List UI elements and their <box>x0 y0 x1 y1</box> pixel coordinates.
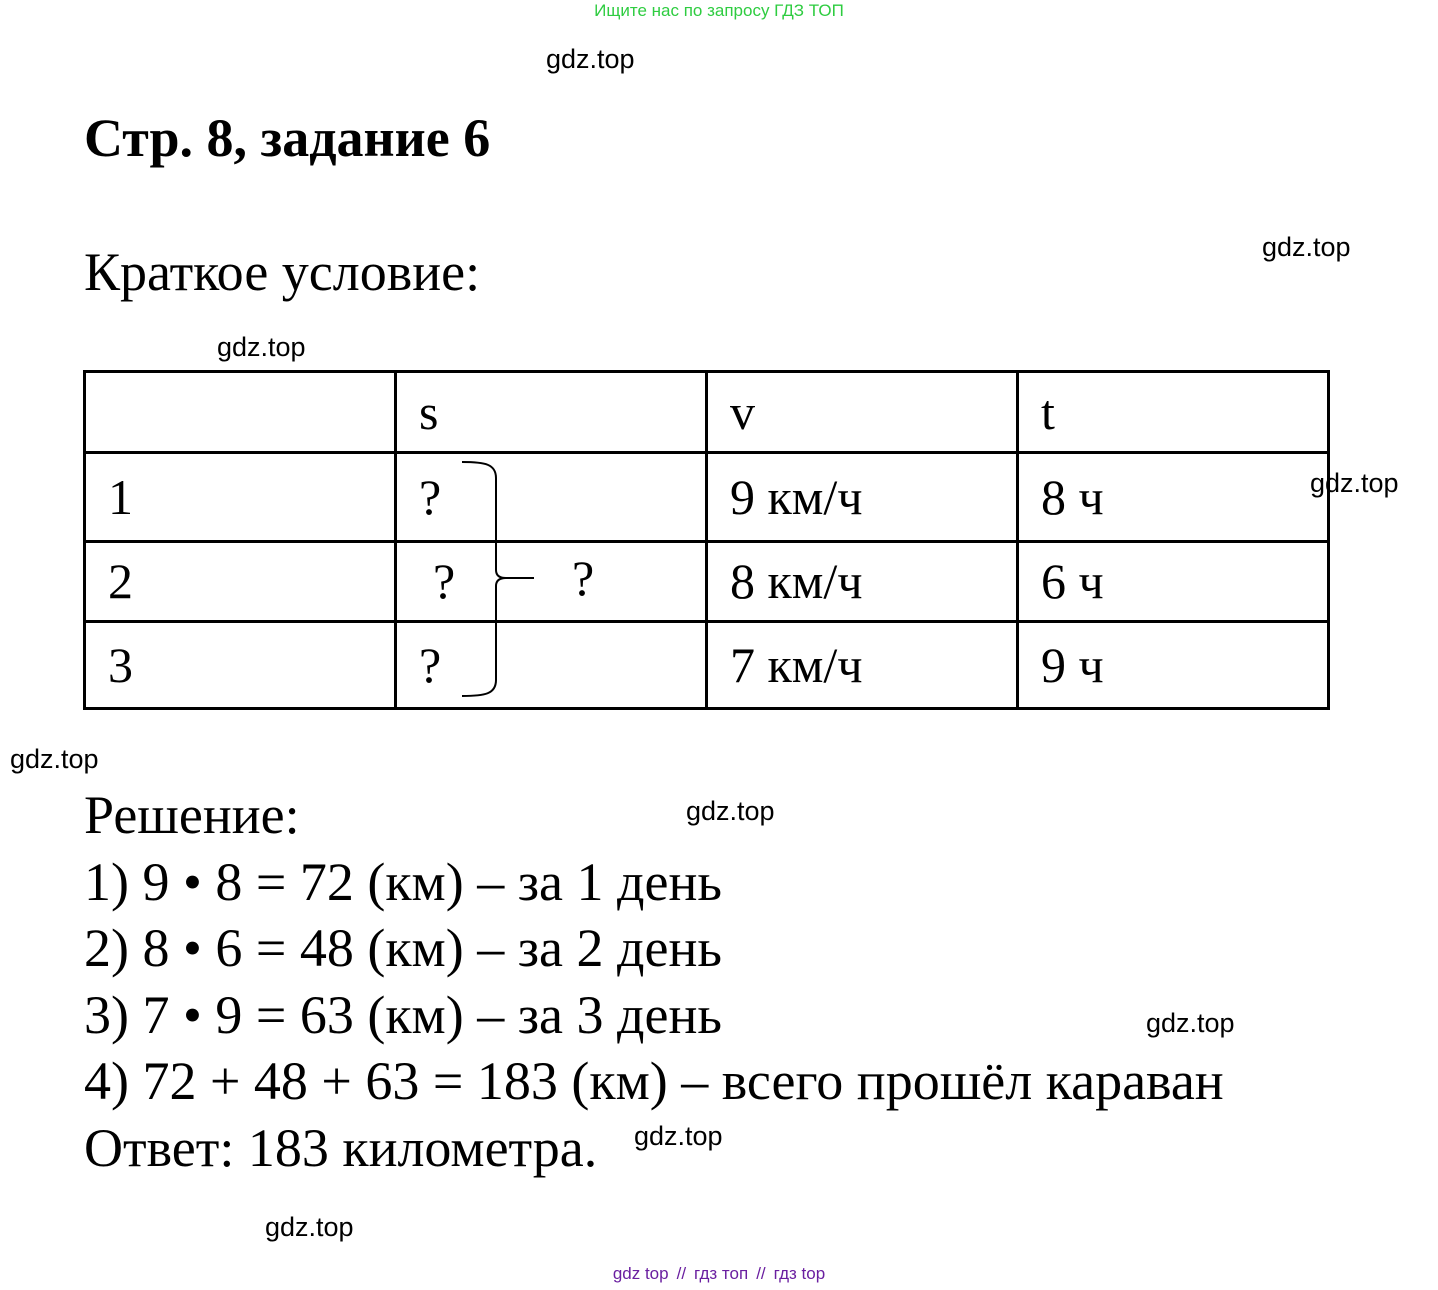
condition-table <box>83 370 1330 710</box>
table-header-row <box>85 372 1329 453</box>
table-row <box>85 452 1329 541</box>
footer-link[interactable]: gdz top <box>612 1264 669 1283</box>
watermark: gdz.top <box>1262 232 1351 262</box>
solution-step: 3) 7 • 9 = 63 (км) – за 3 день <box>84 984 722 1045</box>
solution-step: 2) 8 • 6 = 48 (км) – за 2 день <box>84 918 722 978</box>
solution-block <box>84 782 1224 1181</box>
page-title: Стр. 8, задание 6 <box>84 108 491 168</box>
watermark: gdz.top <box>1146 1008 1235 1038</box>
distance-cell: ? <box>396 541 707 622</box>
watermark: gdz.top <box>265 1212 354 1242</box>
watermark: gdz.top <box>634 1121 723 1151</box>
table-header-cell: v <box>707 372 1018 453</box>
footer-links <box>0 1263 1438 1285</box>
speed-cell: 8 км/ч <box>707 541 1018 622</box>
watermark: gdz.top <box>686 796 775 826</box>
table-row <box>85 541 1329 622</box>
total-distance-unknown: ? <box>572 550 595 606</box>
footer-separator: // <box>756 1264 766 1283</box>
speed-cell: 9 км/ч <box>707 452 1018 541</box>
time-cell: 6 ч <box>1018 541 1329 622</box>
distance-cell: ? <box>396 452 707 541</box>
row-label: 1 <box>85 452 396 541</box>
top-banner: Ищите нас по запросу ГДЗ ТОП <box>594 1 844 20</box>
footer-link[interactable]: гдз top <box>773 1264 826 1283</box>
solution-step: 4) 72 + 48 + 63 = 183 (км) – всего прошёл караван <box>84 1051 1224 1111</box>
footer-link[interactable]: гдз топ <box>694 1264 749 1283</box>
watermark: gdz.top <box>10 744 99 774</box>
answer-line: Ответ: 183 километра. <box>84 1117 598 1178</box>
table-row <box>85 622 1329 709</box>
table-header-cell <box>85 372 396 453</box>
condition-heading: Краткое условие: <box>84 242 481 302</box>
distance-cell: ? <box>396 622 707 709</box>
time-cell: 8 ч <box>1018 452 1329 541</box>
watermark: gdz.top <box>546 44 635 74</box>
row-label: 2 <box>85 541 396 622</box>
table-header-cell: t <box>1018 372 1329 453</box>
watermark: gdz.top <box>1310 468 1399 498</box>
watermark: gdz.top <box>217 332 306 362</box>
speed-cell: 7 км/ч <box>707 622 1018 709</box>
time-cell: 9 ч <box>1018 622 1329 709</box>
solution-heading: Решение: <box>84 785 300 845</box>
solution-step: 1) 9 • 8 = 72 (км) – за 1 день <box>84 851 722 912</box>
curly-brace-icon <box>460 460 540 700</box>
footer-separator: // <box>676 1264 687 1283</box>
table-header-cell: s <box>396 372 707 453</box>
row-label: 3 <box>85 622 396 709</box>
